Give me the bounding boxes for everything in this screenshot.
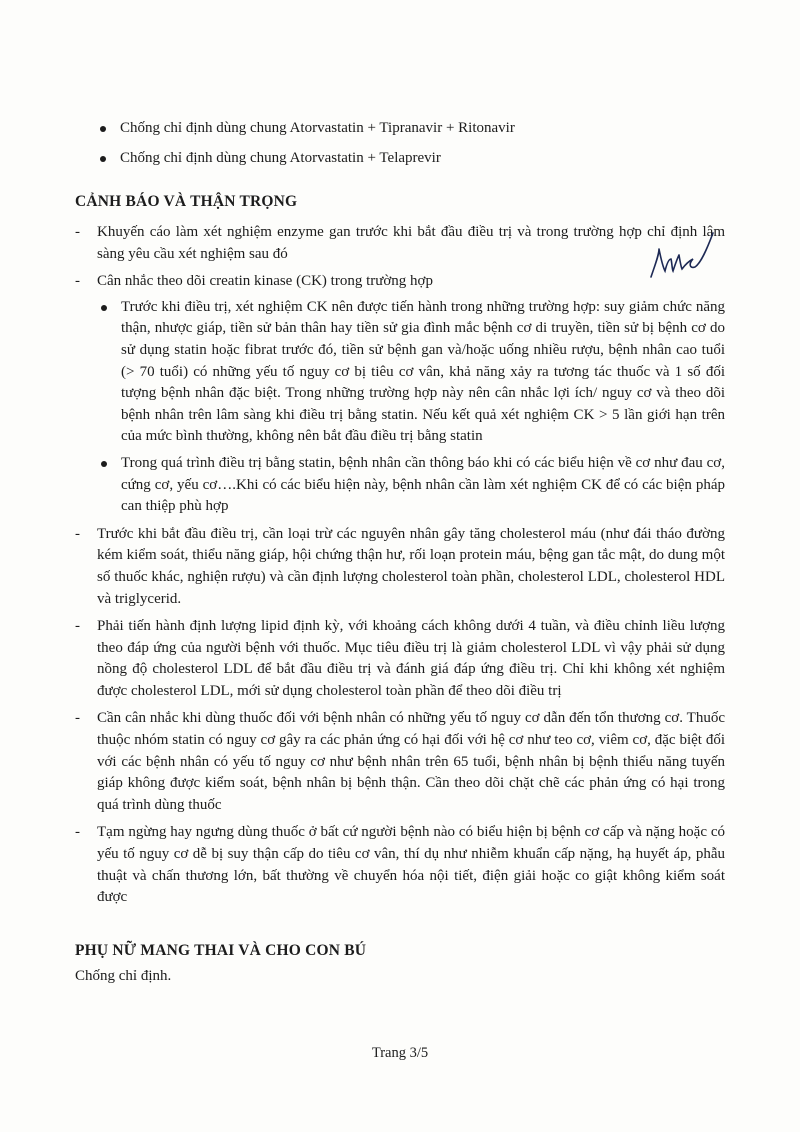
list-item: Chống chỉ định dùng chung Atorvastatin + Tipranavir + Ritonavir [98, 118, 738, 140]
list-item: Chống chỉ định dùng chung Atorvastatin + Telaprevir [98, 148, 738, 170]
list-item-ck [75, 271, 725, 518]
warnings-list [75, 222, 725, 915]
list-item: - Phải tiến hành định lượng lipid định kỳ, với khoảng cách không dưới 4 tuần, và điều chỉnh liều lượng theo đáp ứng của người bệnh với thuốc. Mục tiêu điều trị là giảm cholesterol LDL vì vậy phải sử dụng nồng độ cholesterol LDL để bắt đầu điều trị và đánh giá đáp ứng điều trị. Chỉ khi không xét nghiệm được cholesterol LDL, mới sử dụng cholesterol toàn phần để theo dõi điều trị [75, 616, 725, 702]
list-item: - Cần cân nhắc khi dùng thuốc đối với bệnh nhân có những yếu tố nguy cơ dẫn đến tổn thương cơ. Thuốc thuộc nhóm statin có nguy cơ gây ra các phản ứng có hại đối với hệ cơ như teo cơ, viêm cơ, đặc biệt đối với các bệnh nhân có yếu tố nguy cơ như bệnh nhân trên 65 tuổi, bệnh nhân bị bệnh thiểu năng tuyến giáp không được kiểm soát, bệnh nhân bị bệnh thận. Cần theo dõi chặt chẽ các phản ứng có hại trong quá trình dùng thuốc [75, 708, 725, 816]
ck-intro: - Cân nhắc theo dõi creatin kinase (CK) trong trường hợp [97, 273, 433, 290]
ck-sublist [97, 297, 725, 518]
list-item: - Trước khi bắt đầu điều trị, cần loại trừ các nguyên nhân gây tăng cholesterol máu (như đái tháo đường kém kiểm soát, thiểu năng giáp, hội chứng thận hư, rối loạn protein máu, bệng gan tắc mật, do dung một số thuốc khác, nghiện rượu) và cần định lượng cholesterol toàn phần, cholesterol LDL, cholesterol HDL và triglycerid. [75, 524, 725, 610]
handwritten-signature [645, 225, 715, 285]
list-item: - Tạm ngừng hay ngưng dùng thuốc ở bất cứ người bệnh nào có biểu hiện bị bệnh cơ cấp và nặng hoặc có yếu tố nguy cơ dễ bị suy thận cấp do tiêu cơ vân, thí dụ như nhiễm khuẩn cấp nặng, hạ huyết áp, phẫu thuật và chấn thương lớn, bất thường về chuyển hóa nội tiết, điện giải hoặc co giật không kiểm soát được [75, 822, 725, 908]
pregnancy-heading: PHỤ NỮ MANG THAI VÀ CHO CON BÚ [75, 942, 367, 959]
warnings-heading: CẢNH BÁO VÀ THẬN TRỌNG [75, 193, 298, 210]
pregnancy-text: Chống chỉ định. [75, 968, 172, 984]
sub-list-item: Trước khi điều trị, xét nghiệm CK nên được tiến hành trong những trường hợp: suy giảm chức năng thận, nhược giáp, tiền sử bản thân hay tiền sử gia đình mắc bệnh cơ di truyền, tiền sử bị bệnh cơ do sử dụng statin hoặc fibrat trước đó, tiền sử bệnh gan và/hoặc uống nhiều rượu, bệnh nhân cao tuổi (> 70 tuổi) có những yếu tố nguy cơ bị tiêu cơ vân, khả năng xảy ra tương tác thuốc và 1 số đối tượng bệnh nhân đặc biệt. Trong những trường hợp này nên cân nhắc lợi ích/ nguy cơ và theo dõi bệnh nhân trên lâm sàng khi điều trị bằng statin. Nếu kết quả xét nghiệm CK > 5 lần giới hạn trên của mức bình thường, không nên bắt đầu điều trị bằng statin [97, 297, 725, 448]
sub-list-item: Trong quá trình điều trị bằng statin, bệnh nhân cần thông báo khi có các biểu hiện về cơ như đau cơ, cứng cơ, yếu cơ….Khi có các biểu hiện này, bệnh nhân cần làm xét nghiệm CK để có các biện pháp can thiệp phù hợp [97, 453, 725, 518]
page-number: Trang 3/5 [371, 1045, 429, 1061]
contraindication-list [98, 118, 738, 177]
list-item: - Khuyến cáo làm xét nghiệm enzyme gan trước khi bắt đầu điều trị và trong trường hợp chỉ định lâm sàng yêu cầu xét nghiệm sau đó [75, 222, 725, 265]
